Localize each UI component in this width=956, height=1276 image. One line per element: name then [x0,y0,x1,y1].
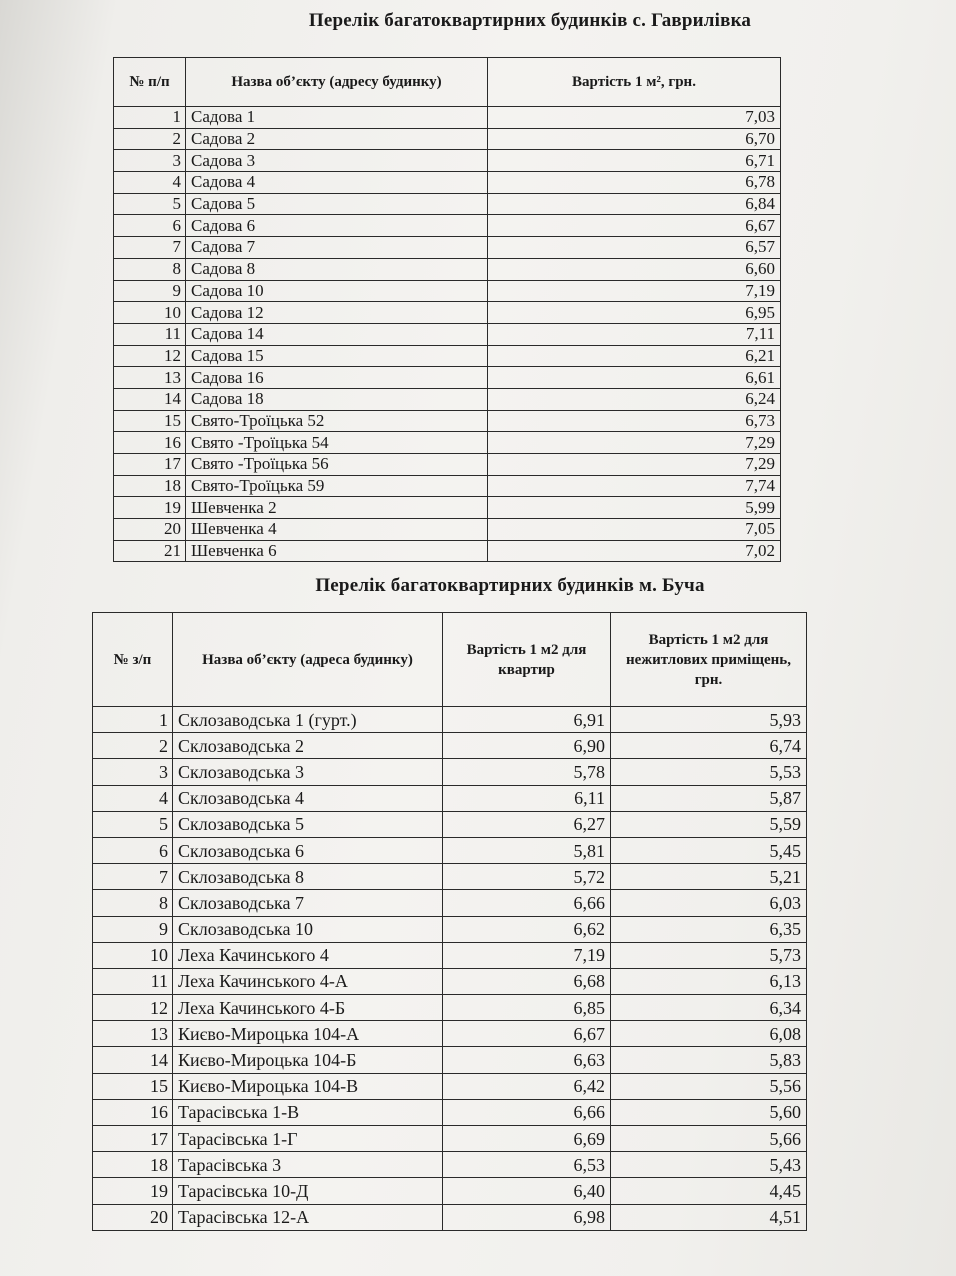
object-name: Садова 8 [186,258,488,280]
cost-apartments-value: 6,98 [443,1204,611,1230]
cost-value: 7,05 [488,519,781,541]
object-name: Склозаводська 10 [173,916,443,942]
table-row [93,890,807,916]
table-row [114,454,781,476]
table-row [114,193,781,215]
table-row [93,1099,807,1125]
cost-nonresidential-value: 5,53 [611,759,807,785]
cost-value: 6,95 [488,302,781,324]
row-number: 5 [93,811,173,837]
cost-apartments-value: 6,91 [443,707,611,733]
row-number: 21 [114,540,186,562]
row-number: 17 [93,1126,173,1152]
object-name: Києво-Мироцька 104-Б [173,1047,443,1073]
header-object-name: Назва об’єкту (адресу будинку) [186,58,488,107]
table-row [93,837,807,863]
row-number: 2 [93,733,173,759]
table-row [114,172,781,194]
row-number: 7 [114,237,186,259]
cost-value: 6,61 [488,367,781,389]
object-name: Склозаводська 5 [173,811,443,837]
cost-apartments-value: 6,66 [443,1099,611,1125]
table1-title: Перелік багатоквартирних будинків с. Гаврилівка [308,10,752,31]
object-name: Шевченка 6 [186,540,488,562]
cost-apartments-value: 6,90 [443,733,611,759]
cost-nonresidential-value: 6,03 [611,890,807,916]
row-number: 11 [114,323,186,345]
row-number: 18 [114,475,186,497]
table-row [93,1204,807,1230]
cost-nonresidential-value: 5,83 [611,1047,807,1073]
header-number: № з/п [93,613,173,707]
table-row [114,258,781,280]
object-name: Садова 1 [186,107,488,129]
row-number: 6 [114,215,186,237]
cost-nonresidential-value: 6,13 [611,968,807,994]
cost-apartments-value: 5,78 [443,759,611,785]
table-bucha [92,612,807,1231]
cost-value: 7,03 [488,107,781,129]
cost-value: 7,29 [488,454,781,476]
table-row [114,128,781,150]
cost-nonresidential-value: 5,43 [611,1152,807,1178]
cost-apartments-value: 6,42 [443,1073,611,1099]
row-number: 18 [93,1152,173,1178]
table-row [93,759,807,785]
table-row [114,388,781,410]
row-number: 17 [114,454,186,476]
table-row [93,1021,807,1047]
object-name: Склозаводська 8 [173,864,443,890]
cost-nonresidential-value: 6,08 [611,1021,807,1047]
cost-value: 6,24 [488,388,781,410]
row-number: 16 [114,432,186,454]
cost-apartments-value: 5,72 [443,864,611,890]
object-name: Садова 12 [186,302,488,324]
object-name: Склозаводська 3 [173,759,443,785]
table-row [114,345,781,367]
cost-value: 7,19 [488,280,781,302]
table-row [93,916,807,942]
object-name: Садова 2 [186,128,488,150]
cost-apartments-value: 6,66 [443,890,611,916]
table-row [93,942,807,968]
cost-nonresidential-value: 5,93 [611,707,807,733]
cost-nonresidential-value: 5,87 [611,785,807,811]
object-name: Шевченка 4 [186,519,488,541]
cost-value: 6,71 [488,150,781,172]
table-row [93,1152,807,1178]
object-name: Свято -Троїцька 54 [186,432,488,454]
cost-apartments-value: 6,85 [443,995,611,1021]
row-number: 3 [114,150,186,172]
row-number: 12 [93,995,173,1021]
row-number: 9 [93,916,173,942]
table-header-row [114,58,781,107]
object-name: Садова 4 [186,172,488,194]
table-row [93,995,807,1021]
row-number: 20 [114,519,186,541]
row-number: 14 [93,1047,173,1073]
object-name: Шевченка 2 [186,497,488,519]
object-name: Садова 3 [186,150,488,172]
table-row [93,707,807,733]
cost-value: 6,78 [488,172,781,194]
cost-value: 6,21 [488,345,781,367]
row-number: 7 [93,864,173,890]
table-row [93,1047,807,1073]
row-number: 9 [114,280,186,302]
cost-value: 6,70 [488,128,781,150]
cost-value: 6,67 [488,215,781,237]
table-row [114,432,781,454]
table-gavrylivka [113,57,781,562]
object-name: Склозаводська 6 [173,837,443,863]
object-name: Садова 15 [186,345,488,367]
table-header-row [93,613,807,707]
row-number: 14 [114,388,186,410]
cost-apartments-value: 5,81 [443,837,611,863]
row-number: 15 [93,1073,173,1099]
table-row [114,323,781,345]
row-number: 12 [114,345,186,367]
cost-value: 7,29 [488,432,781,454]
cost-apartments-value: 6,63 [443,1047,611,1073]
row-number: 1 [93,707,173,733]
cost-nonresidential-value: 5,21 [611,864,807,890]
object-name: Склозаводська 1 (гурт.) [173,707,443,733]
cost-nonresidential-value: 6,34 [611,995,807,1021]
table-row [114,497,781,519]
row-number: 13 [114,367,186,389]
object-name: Тарасівська 12-А [173,1204,443,1230]
cost-apartments-value: 6,62 [443,916,611,942]
table-row [114,150,781,172]
row-number: 20 [93,1204,173,1230]
header-cost-apartments: Вартість 1 м2 для квартир [443,613,611,707]
cost-apartments-value: 6,40 [443,1178,611,1204]
row-number: 16 [93,1099,173,1125]
row-number: 4 [93,785,173,811]
cost-apartments-value: 6,11 [443,785,611,811]
object-name: Садова 18 [186,388,488,410]
object-name: Києво-Мироцька 104-А [173,1021,443,1047]
object-name: Садова 16 [186,367,488,389]
row-number: 8 [93,890,173,916]
cost-nonresidential-value: 5,45 [611,837,807,863]
cost-apartments-value: 7,19 [443,942,611,968]
table-row [93,864,807,890]
object-name: Свято-Троїцька 59 [186,475,488,497]
table-row [93,785,807,811]
table-row [114,107,781,129]
object-name: Леха Качинського 4-А [173,968,443,994]
object-name: Садова 6 [186,215,488,237]
object-name: Склозаводська 2 [173,733,443,759]
cost-nonresidential-value: 5,60 [611,1099,807,1125]
table2-title: Перелік багатоквартирних будинків м. Буча [315,575,705,596]
cost-apartments-value: 6,68 [443,968,611,994]
cost-apartments-value: 6,67 [443,1021,611,1047]
object-name: Садова 5 [186,193,488,215]
table-row [93,811,807,837]
cost-value: 5,99 [488,497,781,519]
table-row [114,302,781,324]
table-row [93,733,807,759]
cost-value: 6,60 [488,258,781,280]
cost-apartments-value: 6,69 [443,1126,611,1152]
table-row [114,519,781,541]
row-number: 1 [114,107,186,129]
row-number: 19 [93,1178,173,1204]
object-name: Садова 7 [186,237,488,259]
object-name: Тарасівська 1-В [173,1099,443,1125]
table-row [114,410,781,432]
header-object-name: Назва об’єкту (адреса будинку) [173,613,443,707]
cost-value: 6,57 [488,237,781,259]
table-row [114,540,781,562]
cost-nonresidential-value: 5,59 [611,811,807,837]
object-name: Садова 10 [186,280,488,302]
table-row [93,968,807,994]
cost-apartments-value: 6,53 [443,1152,611,1178]
cost-value: 7,02 [488,540,781,562]
table-row [93,1073,807,1099]
cost-value: 6,73 [488,410,781,432]
row-number: 13 [93,1021,173,1047]
cost-nonresidential-value: 5,56 [611,1073,807,1099]
cost-nonresidential-value: 5,66 [611,1126,807,1152]
header-cost: Вартість 1 м², грн. [488,58,781,107]
object-name: Тарасівська 1-Г [173,1126,443,1152]
cost-apartments-value: 6,27 [443,811,611,837]
cost-nonresidential-value: 6,35 [611,916,807,942]
table-row [114,367,781,389]
header-cost-nonresidential: Вартість 1 м2 для нежитлових приміщень, грн. [611,613,807,707]
cost-value: 6,84 [488,193,781,215]
cost-nonresidential-value: 5,73 [611,942,807,968]
header-number: № п/п [114,58,186,107]
row-number: 19 [114,497,186,519]
row-number: 2 [114,128,186,150]
object-name: Леха Качинського 4-Б [173,995,443,1021]
object-name: Склозаводська 4 [173,785,443,811]
table-row [114,280,781,302]
row-number: 4 [114,172,186,194]
object-name: Садова 14 [186,323,488,345]
row-number: 15 [114,410,186,432]
cost-value: 7,11 [488,323,781,345]
object-name: Києво-Мироцька 104-В [173,1073,443,1099]
table-row [114,475,781,497]
row-number: 8 [114,258,186,280]
row-number: 3 [93,759,173,785]
row-number: 10 [93,942,173,968]
cost-nonresidential-value: 6,74 [611,733,807,759]
object-name: Склозаводська 7 [173,890,443,916]
object-name: Леха Качинського 4 [173,942,443,968]
row-number: 11 [93,968,173,994]
object-name: Тарасівська 10-Д [173,1178,443,1204]
row-number: 6 [93,837,173,863]
table-row [114,237,781,259]
cost-nonresidential-value: 4,45 [611,1178,807,1204]
object-name: Тарасівська 3 [173,1152,443,1178]
cost-nonresidential-value: 4,51 [611,1204,807,1230]
row-number: 10 [114,302,186,324]
cost-value: 7,74 [488,475,781,497]
table-row [93,1126,807,1152]
object-name: Свято-Троїцька 52 [186,410,488,432]
table-row [93,1178,807,1204]
row-number: 5 [114,193,186,215]
object-name: Свято -Троїцька 56 [186,454,488,476]
table-row [114,215,781,237]
